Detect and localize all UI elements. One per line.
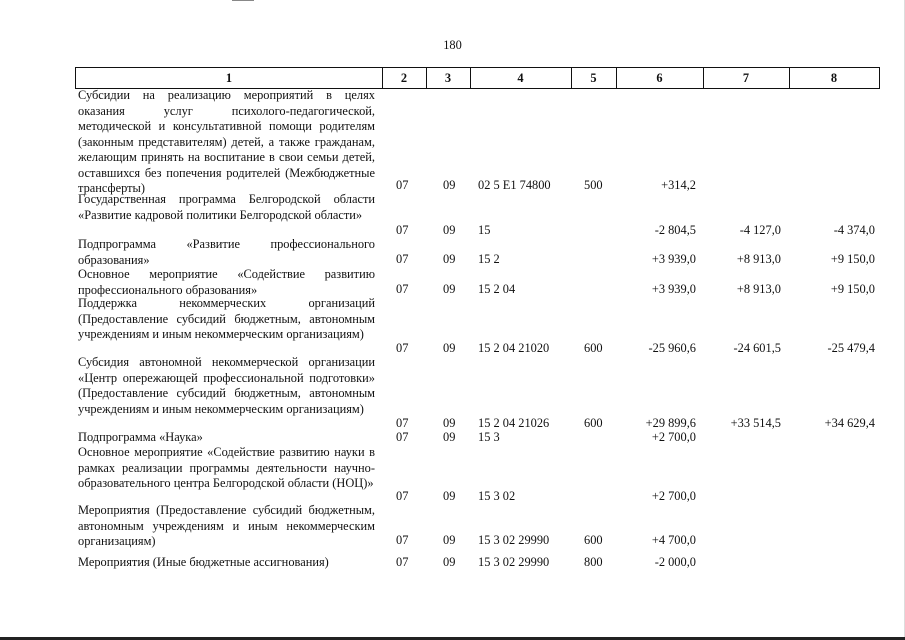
row-amount-col6: +2 700,0 — [651, 430, 696, 444]
row-amount-col7: +33 514,5 — [730, 416, 781, 430]
row-target-code: 15 3 — [478, 430, 500, 444]
row-amount-col6: +3 939,0 — [651, 282, 696, 296]
row-amount-col7: +8 913,0 — [736, 282, 781, 296]
row-amount-col6: +2 700,0 — [651, 489, 696, 503]
row-amount-col8: -4 374,0 — [833, 223, 875, 237]
row-section: 07 — [396, 223, 409, 237]
row-target-code: 15 3 02 29990 — [478, 555, 550, 569]
row-target-code: 15 2 — [478, 252, 500, 266]
row-amount-col6: +4 700,0 — [651, 533, 696, 547]
row-description: Подпрограмма «Наука» — [78, 430, 203, 444]
row-section: 07 — [396, 252, 409, 266]
row-description: Субсидия автономной некоммерческой организации «Центр опережающей профессиональной подготовки» (Предоставление субсидий бюджетным, автономным учреждениям и иным некоммерческим организациям) — [78, 355, 375, 416]
row-description: Государственная программа Белгородской области «Развитие кадровой политики Белгородской области» — [78, 192, 375, 222]
row-description: Основное мероприятие «Содействие развитию науки в рамках реализации программы деятельности научно-образовательного центра Белгородской области (НОЦ)» — [78, 445, 375, 490]
row-amount-col8: +9 150,0 — [830, 282, 875, 296]
row-target-code: 15 3 02 29990 — [478, 533, 550, 547]
header-col-1: 1 — [76, 68, 383, 88]
row-subsection: 09 — [443, 178, 456, 192]
row-subsection: 09 — [443, 341, 456, 355]
row-subsection: 09 — [443, 555, 456, 569]
row-subsection: 09 — [443, 282, 456, 296]
row-amount-col6: -25 960,6 — [648, 341, 696, 355]
row-description: Мероприятия (Иные бюджетные ассигнования) — [78, 555, 329, 569]
table-header — [75, 67, 880, 89]
row-amount-col8: +34 629,4 — [824, 416, 875, 430]
row-amount-col6: -2 000,0 — [654, 555, 696, 569]
row-description: Поддержка некоммерческих организаций (Предоставление субсидий бюджетным, автономным учреждениям и иным некоммерческим организациям) — [78, 296, 375, 341]
row-section: 07 — [396, 341, 409, 355]
row-section: 07 — [396, 430, 409, 444]
row-subsection: 09 — [443, 430, 456, 444]
row-amount-col7: -24 601,5 — [733, 341, 781, 355]
row-expense-type: 600 — [584, 416, 603, 430]
row-amount-col6: +314,2 — [661, 178, 696, 192]
row-subsection: 09 — [443, 533, 456, 547]
row-section: 07 — [396, 489, 409, 503]
row-subsection: 09 — [443, 223, 456, 237]
row-amount-col8: +9 150,0 — [830, 252, 875, 266]
row-target-code: 15 3 02 — [478, 489, 516, 503]
row-section: 07 — [396, 416, 409, 430]
row-description: Субсидии на реализацию мероприятий в целях оказания услуг психолого-педагогической, методической и консультативной помощи родителям (законным представителям) детей, а также гражданам, желающим принять на воспитание в свои семьи детей, оставшихся без попечения родителей (Межбюджетные трансферты) — [78, 88, 375, 195]
row-amount-col6: +29 899,6 — [645, 416, 696, 430]
header-col-5: 5 — [571, 68, 617, 88]
row-subsection: 09 — [443, 489, 456, 503]
row-amount-col8: -25 479,4 — [827, 341, 875, 355]
header-col-4: 4 — [470, 68, 572, 88]
row-target-code: 15 2 04 21020 — [478, 341, 550, 355]
header-col-3: 3 — [426, 68, 471, 88]
row-subsection: 09 — [443, 416, 456, 430]
row-description: Мероприятия (Предоставление субсидий бюджетным, автономным учреждениям и иным некоммерческим организациям) — [78, 503, 375, 548]
row-target-code: 02 5 E1 74800 — [478, 178, 551, 192]
row-section: 07 — [396, 555, 409, 569]
row-target-code: 15 2 04 — [478, 282, 516, 296]
row-amount-col7: +8 913,0 — [736, 252, 781, 266]
row-amount-col6: -2 804,5 — [654, 223, 696, 237]
row-expense-type: 500 — [584, 178, 603, 192]
row-section: 07 — [396, 533, 409, 547]
row-amount-col7: -4 127,0 — [739, 223, 781, 237]
row-expense-type: 600 — [584, 341, 603, 355]
header-col-2: 2 — [382, 68, 427, 88]
row-expense-type: 600 — [584, 533, 603, 547]
row-target-code: 15 — [478, 223, 491, 237]
row-description: Основное мероприятие «Содействие развитию профессионального образования» — [78, 267, 375, 297]
header-col-8: 8 — [830, 71, 838, 85]
page-number: 180 — [443, 38, 462, 52]
header-col-6: 6 — [616, 68, 704, 88]
row-section: 07 — [396, 282, 409, 296]
row-target-code: 15 2 04 21026 — [478, 416, 550, 430]
row-subsection: 09 — [443, 252, 456, 266]
row-expense-type: 800 — [584, 555, 603, 569]
header-col-7: 7 — [703, 68, 790, 88]
row-amount-col6: +3 939,0 — [651, 252, 696, 266]
top-rule — [232, 0, 254, 1]
row-description: Подпрограмма «Развитие профессионального образования» — [78, 237, 375, 267]
row-section: 07 — [396, 178, 409, 192]
